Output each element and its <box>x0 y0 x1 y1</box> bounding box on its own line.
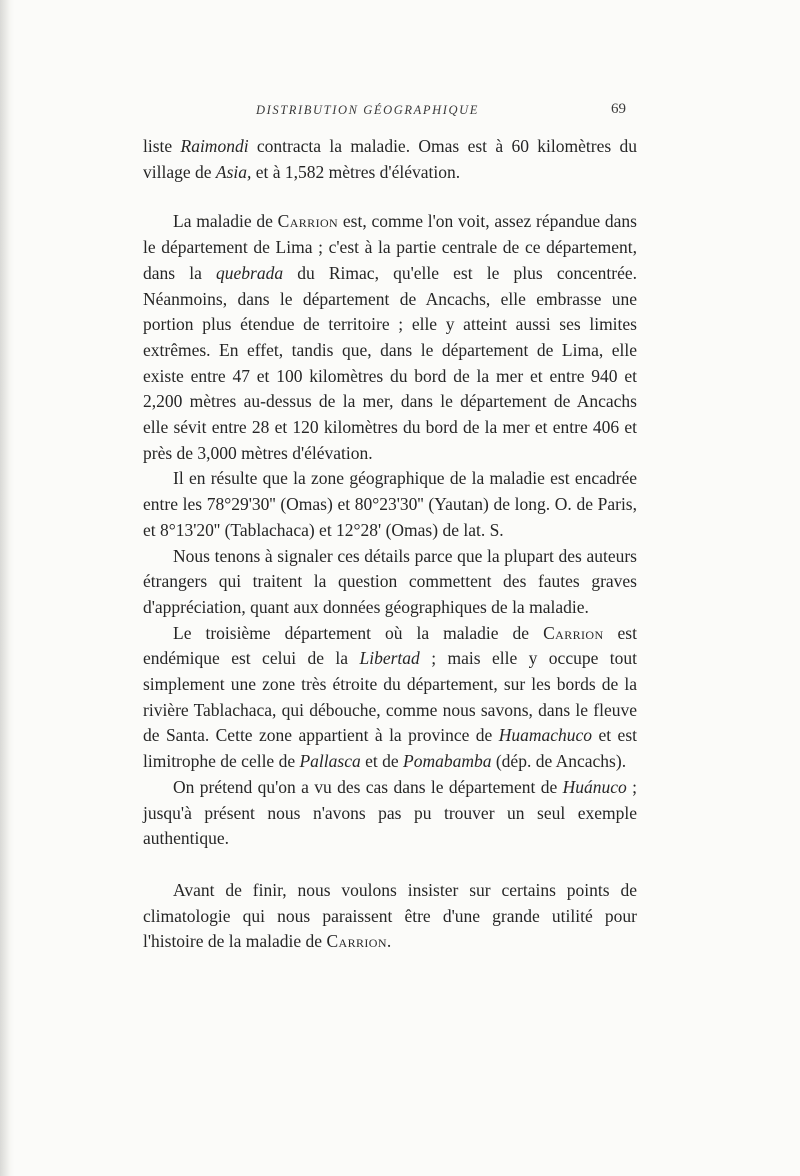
text-run: contracta la maladie. Omas est à 60 kilomètres du village de <box>143 136 637 182</box>
text-run: et de <box>360 751 403 772</box>
paragraph-huanuco <box>143 775 637 852</box>
italic-quebrada: quebrada <box>216 262 284 283</box>
page-number: 69 <box>611 101 626 117</box>
page-edge-shadow <box>0 0 14 1176</box>
paragraph-details: Nous tenons à signaler ces détails parce que la plupart des auteurs étrangers qui traitent la question commettent des fautes graves d'appréciation, quant aux données géographiques de la maladie. <box>143 545 637 617</box>
text-run: et est limitrophe de celle de <box>143 725 637 772</box>
paragraph-continuation <box>143 134 637 185</box>
italic-huamachuco: Huamachuco <box>498 725 593 746</box>
paragraph-gap <box>143 185 637 209</box>
paragraph-gap <box>143 852 637 878</box>
text-run: ; jusqu'à présent nous n'avons pas pu trouver un seul exemple authentique. <box>143 776 637 849</box>
text-run: La maladie de <box>173 211 278 232</box>
text-run: Avant de finir, nous voulons insister sur certains points de climatologie qui nous paraissent être d'une grande utilité pour l'histoire de la maladie de <box>143 879 637 952</box>
text-run: (dép. de Ancachs). <box>491 751 627 772</box>
text-run: liste <box>143 136 181 156</box>
italic-libertad: Libertad <box>359 648 420 669</box>
small-caps-carrion: Carrion <box>543 622 604 643</box>
italic-huanuco: Huánuco <box>562 776 627 797</box>
text-run: . <box>386 931 392 952</box>
running-head: DISTRIBUTION GÉOGRAPHIQUE <box>256 103 479 117</box>
text-run: et à 1,582 mètres d'élévation. <box>251 161 461 182</box>
paragraph-coordinates: Il en résulte que la zone géographique de la maladie est encadrée entre les 78°29'30'' (Omas) et 80°23'30'' (Yautan) de long. O. de Paris, et 8°13'20'' (Tablachaca) et 12°28' (Omas) de lat. S. <box>143 468 637 540</box>
text-run: Le troisième département où la maladie de <box>173 622 544 643</box>
paragraph-libertad <box>143 621 637 775</box>
italic-pallasca: Pallasca <box>299 751 361 772</box>
italic-pomabamba: Pomabamba <box>403 751 492 772</box>
small-caps-carrion: Carrion <box>326 931 387 952</box>
text-run: est, comme l'on voit, assez répandue dans le département de Lima ; c'est à la partie centrale de ce département, dans la <box>143 211 637 283</box>
paragraph-conclusion <box>143 878 637 955</box>
text-run: On prétend qu'on a vu des cas dans le département de <box>173 776 563 797</box>
text-run: du Rimac, qu'elle est le plus concentrée. Néanmoins, dans le département de Ancachs, elle embrasse une portion plus étendue de territoire ; elle y atteint aussi ses limites extrêmes. En effet, tandis que, dans le département de Lima, elle existe entre 47 et 100 kilomètres du bord de la mer et entre 940 et 2,200 mètres au-dessus de la mer, dans le département de Ancachs elle sévit entre 28 et 120 kilomètres du bord de la mer et entre 406 et près de 3,000 mètres d'élévation. <box>143 262 637 463</box>
text-run: ; mais elle y occupe tout simplement une zone très étroite du département, sur les bords de la rivière Tablachaca, qui débouche, comme nous savons, dans le fleuve de Santa. Cette zone appartient à la province de <box>143 648 638 746</box>
text-run: est endémique est celui de la <box>143 622 637 669</box>
body-text <box>143 134 637 955</box>
paragraph-distribution <box>143 209 637 466</box>
italic-name-raimondi: Raimondi <box>180 136 249 156</box>
small-caps-carrion: Carrion <box>277 211 339 232</box>
italic-place-asia: Asia, <box>215 161 252 182</box>
